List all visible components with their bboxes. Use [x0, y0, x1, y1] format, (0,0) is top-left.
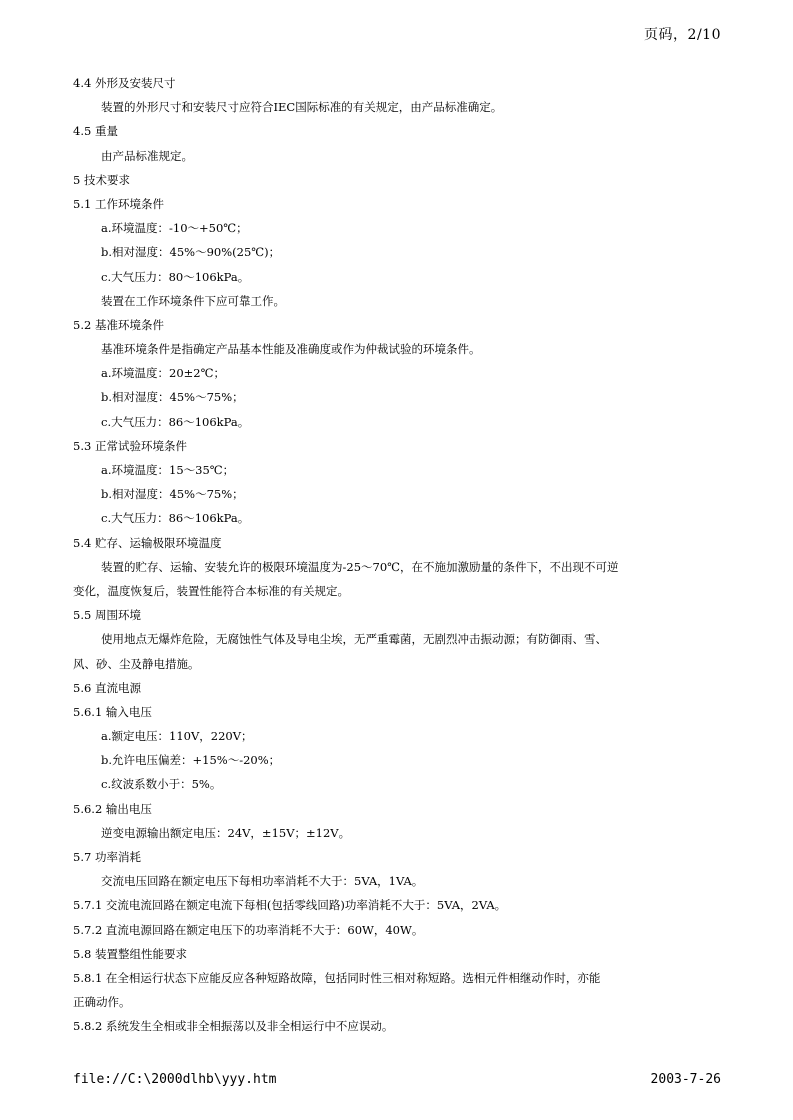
section-heading: 5.1 工作环境条件 [73, 196, 164, 211]
paragraph-line: 由产品标准规定。 [101, 148, 193, 163]
section-heading: 5.4 贮存、运输极限环境温度 [73, 535, 222, 550]
section-heading: 5.7.1 交流电流回路在额定电流下每相(包括零线回路)功率消耗不大于：5VA，2VA。 [73, 898, 507, 913]
list-item: c.大气压力：80～106kPa。 [101, 269, 250, 284]
section-heading: 5.2 基准环境条件 [73, 317, 164, 332]
continuation-line: 变化，温度恢复后，装置性能符合本标准的有关规定。 [73, 583, 349, 598]
paragraph-line: 装置的贮存、运输、安装允许的极限环境温度为-25～70℃，在不施加激励量的条件下，不出现不可逆 [101, 559, 619, 574]
list-item: b.相对湿度：45%～75%； [101, 390, 244, 405]
list-item: a.环境温度：20±2℃； [101, 366, 225, 381]
continuation-line: 正确动作。 [73, 995, 131, 1010]
list-item: c.大气压力：86～106kPa。 [101, 414, 250, 429]
list-item: a.环境温度：15～35℃； [101, 463, 235, 477]
section-heading: 5.6 直流电源 [73, 680, 141, 695]
section-heading: 4.5 重量 [73, 124, 118, 139]
print-date: 2003-7-26 [650, 1072, 721, 1087]
section-heading: 5.7 功率消耗 [73, 850, 141, 864]
file-path: file://C:\2000dlhb\yyy.htm [73, 1072, 277, 1087]
list-item: a.环境温度：-10～+50℃； [101, 221, 248, 236]
section-heading: 5.5 周围环境 [73, 608, 141, 623]
paragraph-line: 逆变电源输出额定电压：24V，±15V；±12V。 [101, 825, 351, 840]
list-item: b.相对湿度：45%～90%(25℃)； [101, 245, 281, 260]
document-body [73, 71, 723, 1039]
paragraph-line: 基准环境条件是指确定产品基本性能及准确度或作为仲裁试验的环境条件。 [101, 342, 481, 357]
paragraph-line: 装置在工作环境条件下应可靠工作。 [101, 293, 285, 308]
section-heading: 5.7.2 直流电源回路在额定电压下的功率消耗不大于：60W，40W。 [73, 922, 424, 937]
section-heading: 4.4 外形及安装尺寸 [73, 76, 176, 90]
list-item: a.额定电压：110V，220V； [101, 729, 253, 744]
page-footer [73, 1072, 721, 1087]
continuation-line: 风、砂、尘及静电措施。 [73, 656, 200, 671]
section-heading: 5.8.2 系统发生全相或非全相振荡以及非全相运行中不应误动。 [73, 1019, 394, 1034]
section-heading: 5.8.1 在全相运行状态下应能反应各种短路故障，包括同时性三相对称短路。选相元件相继动作时，亦能 [73, 970, 601, 985]
paragraph-line: 交流电压回路在额定电压下每相功率消耗不大于：5VA，1VA。 [101, 874, 424, 889]
paragraph-line: 使用地点无爆炸危险，无腐蚀性气体及导电尘埃，无严重霉菌，无剧烈冲击振动源；有防御雨、雪、 [101, 632, 607, 647]
list-item: b.允许电压偏差：+15%～-20%； [101, 753, 281, 768]
page-number: 页码，2/10 [644, 27, 721, 43]
list-item: c.纹波系数小于：5%。 [101, 777, 222, 792]
paragraph-line: 装置的外形尺寸和安装尺寸应符合IEC国际标准的有关规定，由产品标准确定。 [101, 100, 503, 115]
list-item: b.相对湿度：45%～75%； [101, 487, 244, 502]
section-heading: 5.6.2 输出电压 [73, 801, 152, 816]
section-heading: 5.6.1 输入电压 [73, 704, 152, 719]
section-heading: 5 技术要求 [73, 172, 130, 187]
section-heading: 5.3 正常试验环境条件 [73, 438, 187, 453]
list-item: c.大气压力：86～106kPa。 [101, 511, 250, 526]
section-heading: 5.8 装置整组性能要求 [73, 946, 187, 961]
